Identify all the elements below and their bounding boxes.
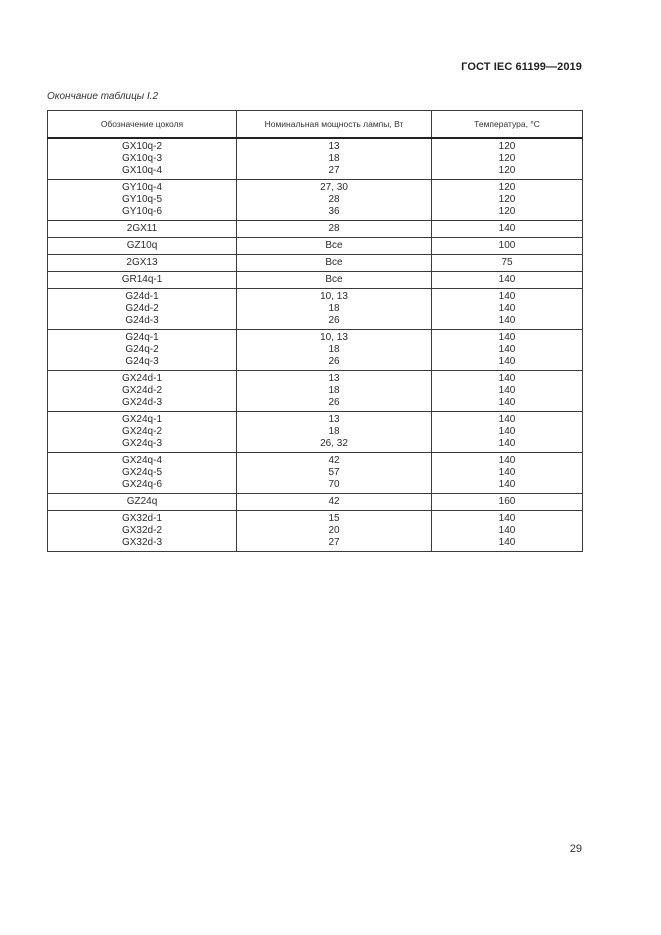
cell-line: G24q-3 bbox=[125, 356, 159, 367]
cell-line: 140 bbox=[498, 373, 516, 384]
cell-line: 120 bbox=[498, 141, 516, 152]
cell-line: 140 bbox=[498, 303, 516, 314]
cell-line: GX32d-3 bbox=[121, 537, 163, 548]
cell-line: 20 bbox=[328, 525, 340, 536]
cell-line: 140 bbox=[498, 385, 516, 396]
table-row bbox=[48, 255, 583, 272]
cell-line: 140 bbox=[498, 291, 516, 302]
table-row bbox=[48, 138, 583, 180]
cell-line: Все bbox=[325, 274, 343, 285]
cell-line: 13 bbox=[328, 141, 340, 152]
table-row bbox=[48, 272, 583, 289]
table-row bbox=[48, 221, 583, 238]
spec-table bbox=[47, 110, 583, 552]
column-header-power: Номинальная мощность лампы, Вт bbox=[237, 111, 432, 139]
cell-line: GX24q-2 bbox=[121, 426, 163, 437]
cell-line: 140 bbox=[498, 479, 516, 490]
cell-line: GX24d-2 bbox=[121, 385, 163, 396]
cell-line: GZ24q bbox=[126, 496, 158, 507]
cell-base bbox=[48, 330, 237, 371]
cell-temperature bbox=[432, 330, 583, 371]
cell-line: 120 bbox=[498, 165, 516, 176]
cell-power bbox=[237, 330, 432, 371]
cell-line: 140 bbox=[498, 426, 516, 437]
cell-line: 140 bbox=[498, 315, 516, 326]
cell-line: 42 bbox=[328, 496, 340, 507]
cell-line: GX24q-5 bbox=[121, 467, 163, 478]
table-caption: Окончание таблицы I.2 bbox=[47, 91, 159, 102]
cell-line: 160 bbox=[498, 496, 516, 507]
cell-power bbox=[237, 412, 432, 453]
column-header-base: Обозначение цоколя bbox=[48, 111, 237, 139]
cell-temperature bbox=[432, 371, 583, 412]
cell-line: 28 bbox=[328, 194, 340, 205]
cell-power bbox=[237, 180, 432, 221]
cell-line: G24d-3 bbox=[125, 315, 159, 326]
header-row bbox=[48, 111, 583, 139]
cell-line: 26 bbox=[328, 315, 340, 326]
cell-line: 28 bbox=[328, 223, 340, 234]
cell-line: GY10q-6 bbox=[121, 206, 163, 217]
cell-line: G24d-1 bbox=[125, 291, 159, 302]
cell-line: 26 bbox=[328, 356, 340, 367]
table-body bbox=[48, 138, 583, 552]
cell-line: 18 bbox=[328, 426, 340, 437]
cell-line: 57 bbox=[328, 467, 340, 478]
cell-line: 140 bbox=[498, 467, 516, 478]
cell-line: GX32d-2 bbox=[121, 525, 163, 536]
cell-line: GX32d-1 bbox=[121, 513, 163, 524]
cell-line: 10, 13 bbox=[320, 332, 348, 343]
cell-power bbox=[237, 221, 432, 238]
cell-line: 140 bbox=[498, 525, 516, 536]
cell-line: 18 bbox=[328, 303, 340, 314]
cell-line: 75 bbox=[501, 257, 513, 268]
cell-temperature bbox=[432, 289, 583, 330]
cell-line: GX24q-6 bbox=[121, 479, 163, 490]
cell-line: GX24q-3 bbox=[121, 438, 163, 449]
cell-temperature bbox=[432, 180, 583, 221]
cell-line: 36 bbox=[328, 206, 340, 217]
cell-temperature bbox=[432, 255, 583, 272]
cell-line: GY10q-5 bbox=[121, 194, 163, 205]
cell-line: 100 bbox=[498, 240, 516, 251]
cell-power bbox=[237, 289, 432, 330]
cell-line: 13 bbox=[328, 373, 340, 384]
cell-base bbox=[48, 255, 237, 272]
cell-temperature bbox=[432, 511, 583, 552]
cell-power bbox=[237, 272, 432, 289]
cell-temperature bbox=[432, 494, 583, 511]
cell-line: G24d-2 bbox=[125, 303, 159, 314]
cell-line: GX24q-4 bbox=[121, 455, 163, 466]
cell-line: 42 bbox=[328, 455, 340, 466]
cell-temperature bbox=[432, 221, 583, 238]
cell-base bbox=[48, 180, 237, 221]
cell-line: 120 bbox=[498, 153, 516, 164]
cell-line: GX10q-3 bbox=[121, 153, 163, 164]
cell-line: 2GX13 bbox=[126, 257, 158, 268]
cell-temperature bbox=[432, 238, 583, 255]
cell-line: 70 bbox=[328, 479, 340, 490]
cell-power bbox=[237, 238, 432, 255]
cell-power bbox=[237, 494, 432, 511]
cell-line: 27 bbox=[328, 537, 340, 548]
cell-temperature bbox=[432, 453, 583, 494]
cell-power bbox=[237, 453, 432, 494]
cell-line: 13 bbox=[328, 414, 340, 425]
document-header: ГОСТ IEC 61199—2019 bbox=[461, 61, 582, 73]
cell-line: 140 bbox=[498, 438, 516, 449]
cell-base bbox=[48, 272, 237, 289]
cell-line: GX24d-3 bbox=[121, 397, 163, 408]
cell-line: 140 bbox=[498, 223, 516, 234]
cell-base bbox=[48, 138, 237, 180]
cell-line: 140 bbox=[498, 414, 516, 425]
cell-line: GX10q-4 bbox=[121, 165, 163, 176]
cell-line: 140 bbox=[498, 344, 516, 355]
cell-line: GX24d-1 bbox=[121, 373, 163, 384]
cell-line: 18 bbox=[328, 385, 340, 396]
cell-line: 26 bbox=[328, 397, 340, 408]
cell-line: 18 bbox=[328, 344, 340, 355]
cell-line: GY10q-4 bbox=[121, 182, 163, 193]
cell-base bbox=[48, 289, 237, 330]
table-row bbox=[48, 412, 583, 453]
cell-line: G24q-2 bbox=[125, 344, 159, 355]
page-number: 29 bbox=[569, 843, 582, 855]
table-row bbox=[48, 494, 583, 511]
cell-line: 120 bbox=[498, 194, 516, 205]
cell-line: 140 bbox=[498, 274, 516, 285]
cell-line: 26, 32 bbox=[320, 438, 348, 449]
table-header bbox=[48, 111, 583, 139]
cell-base bbox=[48, 511, 237, 552]
cell-line: Все bbox=[325, 240, 343, 251]
cell-line: 140 bbox=[498, 332, 516, 343]
cell-line: 27 bbox=[328, 165, 340, 176]
table-row bbox=[48, 289, 583, 330]
cell-line: GX10q-2 bbox=[121, 141, 163, 152]
cell-line: 140 bbox=[498, 455, 516, 466]
cell-temperature bbox=[432, 412, 583, 453]
cell-base bbox=[48, 371, 237, 412]
cell-line: 27, 30 bbox=[320, 182, 348, 193]
cell-base bbox=[48, 412, 237, 453]
cell-base bbox=[48, 494, 237, 511]
cell-line: 18 bbox=[328, 153, 340, 164]
cell-line: 10, 13 bbox=[320, 291, 348, 302]
column-header-temperature: Температура, °С bbox=[432, 111, 583, 139]
cell-base bbox=[48, 221, 237, 238]
cell-line: 120 bbox=[498, 206, 516, 217]
cell-line: GZ10q bbox=[126, 240, 158, 251]
cell-line: 140 bbox=[498, 397, 516, 408]
cell-line: 140 bbox=[498, 537, 516, 548]
table-row bbox=[48, 180, 583, 221]
cell-line: GX24q-1 bbox=[121, 414, 163, 425]
table-row bbox=[48, 238, 583, 255]
cell-line: 140 bbox=[498, 356, 516, 367]
cell-line: 2GX11 bbox=[126, 223, 158, 234]
cell-power bbox=[237, 138, 432, 180]
cell-power bbox=[237, 511, 432, 552]
cell-line: Все bbox=[325, 257, 343, 268]
cell-temperature bbox=[432, 272, 583, 289]
table-row bbox=[48, 453, 583, 494]
cell-line: 140 bbox=[498, 513, 516, 524]
cell-power bbox=[237, 255, 432, 272]
cell-temperature bbox=[432, 138, 583, 180]
table-row bbox=[48, 371, 583, 412]
table-row bbox=[48, 330, 583, 371]
table-row bbox=[48, 511, 583, 552]
cell-line: 120 bbox=[498, 182, 516, 193]
cell-line: 15 bbox=[328, 513, 340, 524]
cell-base bbox=[48, 453, 237, 494]
cell-line: G24q-1 bbox=[125, 332, 159, 343]
cell-line: GR14q-1 bbox=[121, 274, 163, 285]
cell-power bbox=[237, 371, 432, 412]
cell-base bbox=[48, 238, 237, 255]
